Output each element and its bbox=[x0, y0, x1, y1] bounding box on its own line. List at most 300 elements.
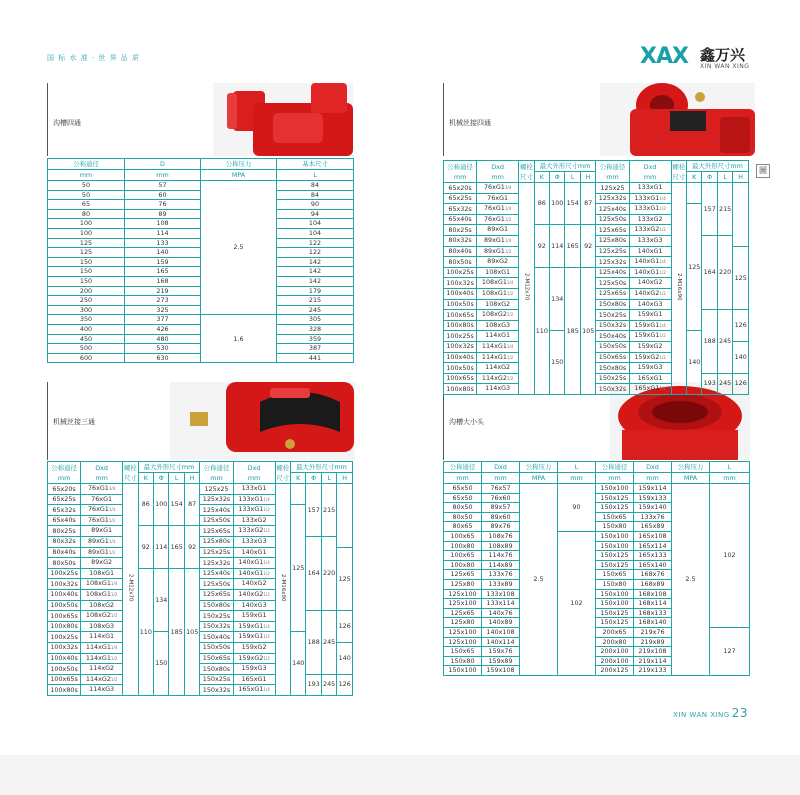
dim-cell bbox=[534, 225, 549, 267]
cell-dxd: 165x140 bbox=[634, 560, 672, 570]
dxd-fraction: 1/2 bbox=[263, 570, 270, 576]
dxd-value: 89xG1 bbox=[487, 225, 509, 234]
cell-nominal: 100x40s bbox=[444, 352, 477, 363]
dxd-fraction: 1/2 bbox=[110, 613, 118, 619]
dxd-value: 133xG1 bbox=[634, 204, 660, 213]
static-value: 165 bbox=[566, 241, 579, 250]
dxd-value: 140xG3 bbox=[241, 600, 267, 609]
cell-nominal: 150x80 bbox=[596, 579, 634, 589]
dim-cell bbox=[138, 526, 153, 568]
dxd-value: 108xG1 bbox=[481, 278, 507, 287]
static-value: 134 bbox=[155, 595, 168, 604]
col-unit: mm bbox=[643, 172, 657, 181]
cell-pressure: 1.6 bbox=[201, 315, 277, 363]
dim-cell bbox=[580, 267, 596, 394]
table-row bbox=[48, 315, 354, 325]
cell-nominal: 150x32s bbox=[596, 384, 629, 395]
cell-dxd bbox=[477, 278, 519, 289]
dxd-fraction: 3/4 bbox=[108, 486, 116, 491]
static-value: 126 bbox=[338, 680, 351, 689]
cell-nominal: 150x125 bbox=[596, 493, 634, 503]
dim-cell bbox=[717, 183, 732, 236]
cell-dxd bbox=[477, 193, 519, 204]
cell-dxd bbox=[233, 600, 275, 611]
col-header: L bbox=[710, 462, 750, 473]
col-unit: mm bbox=[710, 473, 750, 484]
cell-nominal: 125x80s bbox=[200, 536, 233, 547]
dxd-fraction: 1/2 bbox=[504, 216, 512, 222]
dxd-fraction: 1/2 bbox=[110, 676, 118, 682]
dim-cell bbox=[306, 536, 321, 610]
cell-dxd: 114x89 bbox=[482, 560, 520, 570]
cell-dxd bbox=[81, 685, 123, 696]
cell-nominal: 150x50s bbox=[200, 642, 233, 653]
brand-logo bbox=[640, 42, 760, 76]
cell-nominal: 100x40s bbox=[444, 288, 477, 299]
dim-cell bbox=[733, 246, 749, 310]
cell-dxd bbox=[81, 536, 123, 547]
section-title-cross: 沟槽四通 bbox=[53, 119, 81, 127]
dxd-value: 108xG2 bbox=[481, 310, 507, 319]
bolt-size-cell bbox=[275, 484, 290, 696]
static-value: 150 bbox=[551, 358, 564, 367]
cell-pressure: 2.5 bbox=[201, 181, 277, 315]
cell-nominal: 125x25 bbox=[596, 183, 629, 194]
cell-dxd bbox=[81, 600, 123, 611]
dim-cell bbox=[169, 484, 184, 526]
cell-length: 84 bbox=[277, 181, 354, 191]
dxd-fraction: 1/2 bbox=[263, 634, 270, 640]
cell-nominal: 65x50 bbox=[444, 484, 482, 494]
dxd-value: 114xG3 bbox=[89, 685, 115, 694]
cell-dxd bbox=[629, 235, 671, 246]
static-value: 215 bbox=[323, 505, 336, 514]
cell-dxd bbox=[233, 526, 275, 537]
static-value: 134 bbox=[551, 294, 564, 303]
cell-nominal: 100 bbox=[48, 228, 125, 238]
cell-diameter: 480 bbox=[125, 334, 201, 344]
tagline: 国 标 水 准 · 世 界 品 质 bbox=[47, 54, 141, 62]
col-unit: MPA bbox=[520, 473, 558, 484]
side-tool-icon[interactable]: 圖 bbox=[756, 164, 770, 178]
dim-cell bbox=[184, 484, 200, 526]
dim-cell bbox=[169, 526, 184, 568]
static-value: 154 bbox=[566, 199, 579, 208]
cell-nominal: 150x80 bbox=[444, 656, 482, 666]
dxd-value: 76xG1 bbox=[487, 193, 509, 202]
bolt-size-cell bbox=[671, 183, 686, 395]
cell-dxd: 219x133 bbox=[634, 666, 672, 676]
dxd-value: 89xG1 bbox=[483, 235, 505, 244]
cell-dxd bbox=[81, 494, 123, 505]
dxd-value: 89xG1 bbox=[87, 536, 109, 545]
dxd-fraction: 1/2 bbox=[108, 549, 116, 555]
dxd-value: 108xG2 bbox=[85, 611, 111, 620]
cell-dxd: 133x108 bbox=[482, 589, 520, 599]
cell-nominal: 150x25s bbox=[200, 674, 233, 685]
dxd-fraction: 1/2 bbox=[263, 507, 270, 513]
cell-dxd: 140x89 bbox=[482, 618, 520, 628]
dxd-fraction: 1/4 bbox=[659, 386, 666, 392]
static-value: 140 bbox=[688, 358, 701, 367]
cell-diameter: 140 bbox=[125, 248, 201, 258]
cell-nominal: 150x40s bbox=[596, 331, 629, 342]
divider bbox=[443, 83, 444, 156]
cell-length: 90 bbox=[277, 200, 354, 210]
cell-dxd: 219x114 bbox=[634, 656, 672, 666]
cell-nominal: 125x50s bbox=[596, 214, 629, 225]
static-value: 185 bbox=[566, 326, 579, 335]
bolt-size-cell bbox=[519, 183, 534, 395]
cell-length: 104 bbox=[277, 228, 354, 238]
cell-nominal: 125 bbox=[48, 248, 125, 258]
cell-nominal: 200x65 bbox=[596, 627, 634, 637]
cell-nominal: 150x65 bbox=[444, 647, 482, 657]
dxd-value: 133xG2 bbox=[238, 526, 264, 535]
cell-nominal: 150 bbox=[48, 267, 125, 277]
cell-length: 102 bbox=[710, 484, 750, 628]
dim-cell bbox=[306, 674, 321, 695]
cell-nominal: 100x80s bbox=[48, 685, 81, 696]
col-unit: mm bbox=[482, 473, 520, 484]
cell-nominal: 100x40s bbox=[48, 653, 81, 664]
dim-header: L bbox=[321, 473, 336, 484]
static-value: 100 bbox=[155, 500, 168, 509]
col-unit: mm bbox=[48, 170, 125, 181]
cell-nominal: 125x65 bbox=[444, 608, 482, 618]
cell-dxd: 168x114 bbox=[634, 599, 672, 609]
col-header-label: 螺栓 bbox=[519, 162, 533, 171]
dxd-value: 140xG1 bbox=[634, 257, 660, 266]
dim-cell bbox=[565, 183, 580, 225]
cell-nominal: 250 bbox=[48, 296, 125, 306]
cell-dxd bbox=[233, 505, 275, 516]
dim-cell bbox=[321, 611, 336, 675]
static-value: 220 bbox=[323, 569, 336, 578]
col-unit: MPA bbox=[201, 170, 277, 181]
cell-dxd bbox=[233, 642, 275, 653]
table-row bbox=[48, 484, 353, 495]
cell-dxd bbox=[233, 579, 275, 590]
cell-nominal: 125x32s bbox=[596, 257, 629, 268]
dim-cell bbox=[702, 373, 717, 394]
cell-length: 142 bbox=[277, 257, 354, 267]
cell-dxd bbox=[233, 547, 275, 558]
dim-header: K bbox=[291, 473, 306, 484]
cross-spec-table bbox=[47, 158, 354, 363]
cell-length: 359 bbox=[277, 334, 354, 344]
dxd-value: 133xG1 bbox=[238, 494, 264, 503]
static-value: 245 bbox=[323, 638, 336, 647]
static-value: 188 bbox=[703, 337, 716, 346]
cell-nominal: 100x50s bbox=[48, 664, 81, 675]
cell-nominal: 100x80 bbox=[444, 560, 482, 570]
cell-nominal: 65x20s bbox=[48, 484, 81, 495]
col-header-label: 公称通径 bbox=[51, 463, 77, 472]
cell-nominal: 125x65s bbox=[596, 225, 629, 236]
dim-cell bbox=[702, 235, 717, 309]
dim-cell bbox=[337, 611, 353, 643]
col-header bbox=[275, 462, 290, 484]
dim-header: H bbox=[184, 473, 200, 484]
dxd-value: 165xG1 bbox=[238, 685, 264, 694]
dxd-value: 114xG2 bbox=[481, 373, 507, 382]
dim-cell bbox=[337, 674, 353, 695]
cell-dxd: 133x76 bbox=[634, 512, 672, 522]
cell-dxd bbox=[477, 331, 519, 342]
cell-dxd bbox=[233, 674, 275, 685]
cell-length: 84 bbox=[277, 190, 354, 200]
dim-header: H bbox=[337, 473, 353, 484]
dxd-fraction: 1/4 bbox=[108, 538, 116, 544]
col-unit: MPA bbox=[672, 473, 710, 484]
cell-nominal: 65x25s bbox=[48, 494, 81, 505]
dim-cell bbox=[321, 536, 336, 610]
dxd-value: 133xG3 bbox=[637, 235, 663, 244]
cell-dxd bbox=[477, 363, 519, 374]
cell-dxd bbox=[477, 204, 519, 215]
cell-nominal: 125x100 bbox=[444, 627, 482, 637]
cell-dxd: 108x76 bbox=[482, 531, 520, 541]
cell-nominal: 125x65s bbox=[596, 288, 629, 299]
cell-nominal: 125x40s bbox=[596, 267, 629, 278]
cell-nominal: 125x80 bbox=[444, 618, 482, 628]
col-unit: 尺寸 bbox=[123, 473, 137, 482]
cell-nominal: 80x50 bbox=[444, 512, 482, 522]
cell-diameter: 530 bbox=[125, 344, 201, 354]
cell-diameter: 377 bbox=[125, 315, 201, 325]
cell-dxd bbox=[81, 526, 123, 537]
static-value: 92 bbox=[188, 542, 197, 551]
dxd-fraction: 1/2 bbox=[506, 354, 514, 360]
table-row bbox=[444, 235, 749, 246]
cell-dxd: 168x108 bbox=[634, 589, 672, 599]
cell-nominal: 150x80 bbox=[596, 522, 634, 532]
dim-header: H bbox=[733, 172, 749, 183]
cell-nominal: 100x65 bbox=[444, 531, 482, 541]
cell-pressure: 2.5 bbox=[672, 484, 710, 676]
dxd-fraction: 1/4 bbox=[263, 496, 270, 502]
cell-dxd: 159x76 bbox=[482, 647, 520, 657]
cell-dxd bbox=[233, 568, 275, 579]
bolt-size: 2-M12x70 bbox=[127, 574, 134, 602]
cell-nominal: 125x40s bbox=[200, 505, 233, 516]
static-value: 100 bbox=[551, 199, 564, 208]
cell-length: 127 bbox=[710, 627, 750, 675]
cell-dxd bbox=[629, 373, 671, 384]
cell-dxd: 89x60 bbox=[482, 512, 520, 522]
dim-cell bbox=[702, 310, 717, 374]
dxd-value: 89xG2 bbox=[487, 257, 509, 266]
dxd-value: 108xG2 bbox=[485, 299, 511, 308]
cell-nominal: 80x32s bbox=[48, 536, 81, 547]
table-row bbox=[48, 611, 353, 622]
dxd-fraction: 1/4 bbox=[659, 322, 666, 328]
dxd-fraction: 1/2 bbox=[506, 375, 514, 381]
cell-nominal: 100x80s bbox=[444, 320, 477, 331]
cell-nominal: 150x100 bbox=[596, 599, 634, 609]
reducer-spec-table bbox=[443, 461, 750, 676]
col-unit: mm bbox=[558, 473, 596, 484]
dxd-value: 140xG1 bbox=[238, 558, 264, 567]
page-footer bbox=[673, 706, 748, 720]
bottom-band bbox=[0, 755, 800, 795]
dxd-value: 159xG1 bbox=[637, 310, 663, 319]
static-value: 92 bbox=[537, 241, 546, 250]
dxd-value: 114xG1 bbox=[85, 642, 111, 651]
cell-length: 245 bbox=[277, 305, 354, 315]
cell-pressure: 2.5 bbox=[520, 484, 558, 676]
dim-cell bbox=[717, 373, 732, 394]
cell-dxd: 140x108 bbox=[482, 627, 520, 637]
cell-dxd bbox=[233, 653, 275, 664]
cell-dxd: 76x57 bbox=[482, 484, 520, 494]
cell-nominal: 80x50s bbox=[48, 558, 81, 569]
static-value: 157 bbox=[703, 204, 716, 213]
cell-dxd bbox=[233, 632, 275, 643]
dxd-value: 133xG2 bbox=[241, 515, 267, 524]
dxd-value: 76xG1 bbox=[87, 515, 109, 524]
static-value: 87 bbox=[188, 500, 197, 509]
cell-diameter: 76 bbox=[125, 200, 201, 210]
dxd-value: 76xG1 bbox=[483, 183, 505, 191]
col-header: 公称压力 bbox=[672, 462, 710, 473]
dxd-value: 89xG1 bbox=[91, 526, 113, 535]
static-value: 215 bbox=[719, 204, 732, 213]
dim-cell bbox=[565, 225, 580, 267]
cell-dxd bbox=[233, 611, 275, 622]
table-row bbox=[48, 536, 353, 547]
cell-nominal: 150 bbox=[48, 276, 125, 286]
bolt-size-cell bbox=[123, 484, 138, 696]
dxd-value: 76xG1 bbox=[87, 484, 109, 492]
dxd-value: 159xG1 bbox=[238, 621, 264, 630]
logo-english: XIN WAN XING bbox=[700, 63, 750, 70]
dxd-value: 108xG3 bbox=[89, 621, 115, 630]
cell-nominal: 125x100 bbox=[444, 589, 482, 599]
cell-nominal: 50 bbox=[48, 181, 125, 191]
cell-nominal: 100x32s bbox=[48, 579, 81, 590]
cell-dxd: 168x133 bbox=[634, 608, 672, 618]
cell-dxd: 165x108 bbox=[634, 531, 672, 541]
dim-cell bbox=[184, 526, 200, 568]
dim-cell bbox=[337, 642, 353, 674]
dxd-value: 133xG2 bbox=[637, 214, 663, 223]
dxd-fraction: 1/4 bbox=[110, 644, 118, 650]
dxd-value: 140xG1 bbox=[637, 246, 663, 255]
cell-diameter: 57 bbox=[125, 181, 201, 191]
cell-dxd bbox=[477, 320, 519, 331]
cell-nominal: 100x80s bbox=[48, 621, 81, 632]
cell-nominal: 150x125 bbox=[596, 560, 634, 570]
cell-nominal: 200x125 bbox=[596, 666, 634, 676]
section-title-mech-tee: 机械丝接三通 bbox=[53, 418, 95, 426]
cell-dxd bbox=[81, 515, 123, 526]
cell-nominal: 150x125 bbox=[596, 551, 634, 561]
cell-dxd bbox=[81, 558, 123, 569]
cell-nominal: 80x40s bbox=[48, 547, 81, 558]
col-header-label: 螺栓 bbox=[276, 463, 290, 472]
dim-header: K bbox=[534, 172, 549, 183]
col-header: 最大外形尺寸mm bbox=[291, 462, 353, 473]
dxd-value: 140xG2 bbox=[238, 589, 264, 598]
dim-cell bbox=[306, 611, 321, 675]
col-header-label: 螺栓 bbox=[123, 463, 137, 472]
cell-dxd: 159x133 bbox=[634, 493, 672, 503]
static-value: 92 bbox=[584, 241, 593, 250]
dxd-value: 159xG2 bbox=[238, 653, 264, 662]
col-header: 公称通径 bbox=[444, 462, 482, 473]
dim-header: L bbox=[169, 473, 184, 484]
dxd-value: 108xG3 bbox=[485, 320, 511, 329]
dxd-value: 159xG2 bbox=[634, 352, 660, 361]
col-unit: mm bbox=[596, 473, 634, 484]
static-value: 105 bbox=[186, 627, 199, 636]
dxd-value: 108xG1 bbox=[85, 579, 111, 588]
cell-nominal: 150x40s bbox=[200, 632, 233, 643]
cell-nominal: 125x65s bbox=[200, 526, 233, 537]
dxd-value: 159xG2 bbox=[241, 642, 267, 651]
col-header bbox=[596, 161, 629, 183]
cell-nominal: 125 bbox=[48, 238, 125, 248]
col-header-label: 公称通径 bbox=[447, 162, 473, 171]
cell-dxd bbox=[477, 225, 519, 236]
cell-diameter: 165 bbox=[125, 267, 201, 277]
static-value: 245 bbox=[719, 337, 732, 346]
cell-dxd bbox=[629, 288, 671, 299]
cell-nominal: 80x50 bbox=[444, 503, 482, 513]
cell-dxd: 219x76 bbox=[634, 627, 672, 637]
dim-header: L bbox=[565, 172, 580, 183]
cell-dxd bbox=[81, 589, 123, 600]
cell-nominal: 100x32s bbox=[444, 278, 477, 289]
col-header bbox=[200, 462, 233, 484]
cell-dxd bbox=[81, 505, 123, 516]
cell-dxd: 168x76 bbox=[634, 570, 672, 580]
cell-dxd: 89x57 bbox=[482, 503, 520, 513]
static-value: 193 bbox=[307, 680, 320, 689]
cell-nominal: 100x65 bbox=[444, 551, 482, 561]
mech-cross-spec-table bbox=[443, 160, 749, 395]
dim-header: K bbox=[687, 172, 702, 183]
dxd-fraction: 1/4 bbox=[110, 581, 118, 587]
cell-length: 305 bbox=[277, 315, 354, 325]
cell-nominal: 65x32s bbox=[48, 505, 81, 516]
dxd-fraction: 1/4 bbox=[263, 623, 270, 629]
dxd-value: 159xG3 bbox=[637, 363, 663, 372]
cell-nominal: 100x65s bbox=[444, 373, 477, 384]
dim-cell bbox=[154, 526, 169, 568]
cell-length: 142 bbox=[277, 267, 354, 277]
dim-header: Φ bbox=[702, 172, 717, 183]
cell-nominal: 150x65 bbox=[596, 512, 634, 522]
cell-nominal: 450 bbox=[48, 334, 125, 344]
cell-length: 179 bbox=[277, 286, 354, 296]
mech-cross-photo bbox=[600, 83, 755, 156]
cell-dxd bbox=[629, 278, 671, 289]
dim-cell bbox=[291, 505, 306, 632]
cell-dxd bbox=[477, 352, 519, 363]
cell-nominal: 150x100 bbox=[596, 589, 634, 599]
col-header bbox=[519, 161, 534, 183]
dxd-value: 89xG1 bbox=[87, 547, 109, 556]
cell-dxd bbox=[81, 632, 123, 643]
dim-cell bbox=[138, 568, 153, 695]
dxd-fraction: 1/2 bbox=[504, 248, 512, 254]
dxd-fraction: 1/2 bbox=[659, 269, 666, 275]
cell-nominal: 125x50s bbox=[200, 515, 233, 526]
cell-dxd bbox=[81, 611, 123, 622]
